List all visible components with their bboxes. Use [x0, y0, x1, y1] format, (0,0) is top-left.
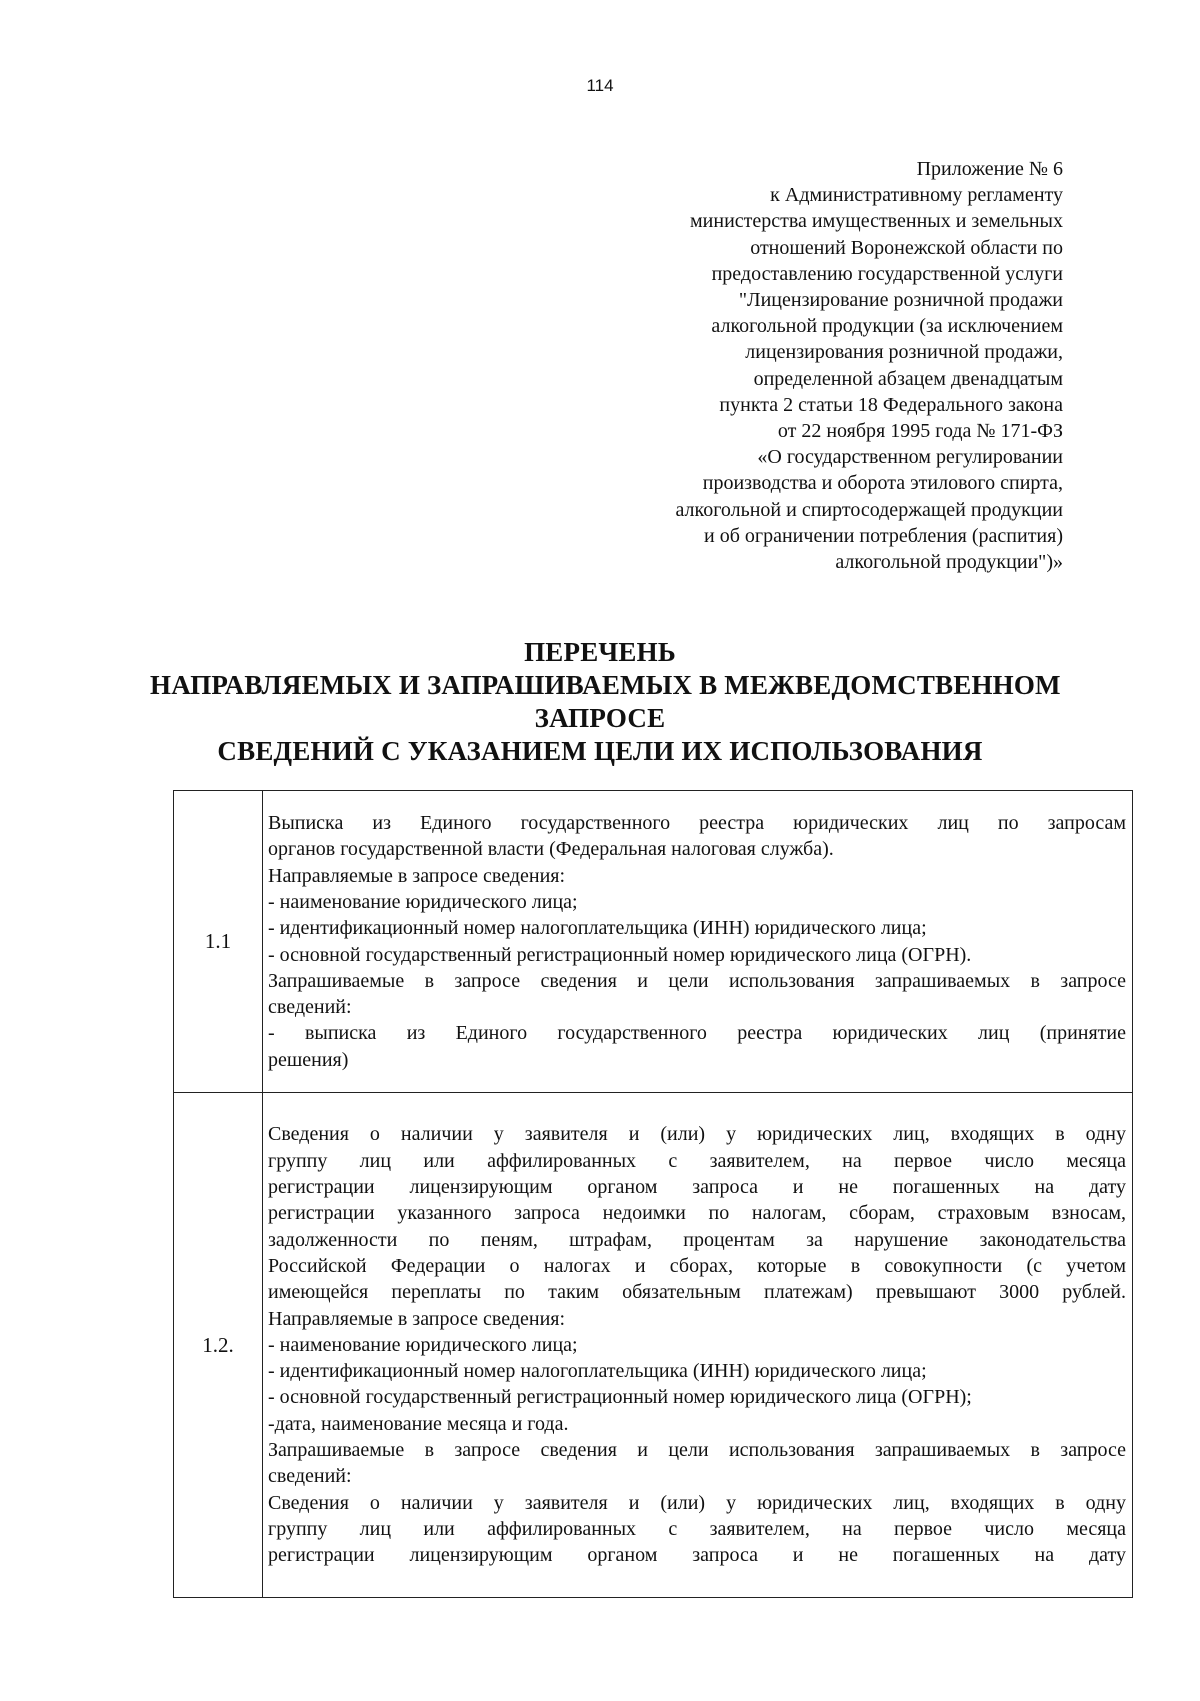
appendix-line: пункта 2 статьи 18 Федерального закона [719, 393, 1063, 416]
row-content [263, 1093, 1133, 1598]
content-line: регистрации указанного запроса недоимки по налогам, сборам, страховым взносам, [268, 1202, 1126, 1225]
table-row [174, 791, 1133, 1093]
content-line: органов государственной власти (Федеральная налоговая служба). [268, 838, 834, 861]
content-line: - основной государственный регистрационный номер юридического лица (ОГРН). [268, 943, 972, 966]
content-line: регистрации лицензирующим органом запроса и не погашенных на дату [268, 1544, 1126, 1567]
appendix-line: отношений Воронежской области по [750, 236, 1063, 259]
content-line: - идентификационный номер налогоплательщика (ИНН) юридического лица; [268, 1360, 927, 1383]
appendix-header [543, 156, 1063, 575]
appendix-line: алкогольной продукции (за исключением [711, 315, 1063, 338]
appendix-line: и об ограничении потребления (распития) [704, 524, 1063, 547]
content-line: - основной государственный регистрационный номер юридического лица (ОГРН); [268, 1386, 972, 1409]
content-line: Направляемые в запросе сведения: [268, 864, 566, 887]
content-line: - наименование юридического лица; [268, 1333, 578, 1356]
content-line: группу лиц или аффилированных с заявителем, на первое число месяца [268, 1149, 1126, 1172]
content-line: Выписка из Единого государственного реестра юридических лиц по запросам [268, 812, 1126, 835]
document-title [150, 636, 1061, 768]
content-line: Направляемые в запросе сведения: [268, 1307, 566, 1330]
table-row [174, 1093, 1133, 1598]
row-number: 1.1 [174, 791, 263, 1093]
content-line: сведений: [268, 1465, 352, 1488]
appendix-line: «О государственном регулировании [757, 446, 1063, 469]
content-line: - выписка из Единого государственного реестра юридических лиц (принятие [268, 1022, 1126, 1045]
content-line: Российской Федерации о налогах и сборах, которые в совокупности (с учетом [268, 1254, 1126, 1277]
content-line: Сведения о наличии у заявителя и (или) у юридических лиц, входящих в одну [268, 1123, 1126, 1146]
appendix-line: определенной абзацем двенадцатым [753, 367, 1063, 390]
content-line: Запрашиваемые в запросе сведения и цели использования запрашиваемых в запросе [268, 1439, 1126, 1462]
appendix-line: министерства имущественных и земельных [690, 210, 1063, 233]
row-number: 1.2. [174, 1093, 263, 1598]
appendix-line: производства и оборота этилового спирта, [702, 472, 1063, 495]
page-number: 114 [586, 76, 614, 95]
title-line: ЗАПРОСЕ [534, 703, 666, 733]
information-table [173, 790, 1133, 1598]
appendix-line: Приложение № 6 [916, 158, 1063, 180]
content-line: - идентификационный номер налогоплательщика (ИНН) юридического лица; [268, 917, 927, 940]
content-line: Запрашиваемые в запросе сведения и цели использования запрашиваемых в запросе [268, 969, 1126, 992]
appendix-line: к Административному регламенту [770, 184, 1063, 207]
content-line: -дата, наименование месяца и года. [268, 1412, 569, 1435]
appendix-line: алкогольной продукции")» [835, 551, 1063, 574]
row-content [263, 791, 1133, 1093]
content-line: группу лиц или аффилированных с заявителем, на первое число месяца [268, 1517, 1126, 1540]
appendix-line: лицензирования розничной продажи, [745, 341, 1063, 364]
content-line: решения) [268, 1048, 349, 1071]
appendix-line: предоставлению государственной услуги [711, 262, 1063, 285]
content-line: - наименование юридического лица; [268, 890, 578, 913]
content-line: Сведения о наличии у заявителя и (или) у юридических лиц, входящих в одну [268, 1491, 1126, 1514]
title-line: СВЕДЕНИЙ С УКАЗАНИЕМ ЦЕЛИ ИХ ИСПОЛЬЗОВАНИЯ [217, 736, 983, 766]
title-line: ПЕРЕЧЕНЬ [524, 637, 676, 667]
appendix-line: от 22 ноября 1995 года № 171-ФЗ [777, 420, 1063, 443]
content-line: задолженности по пеням, штрафам, процентам за нарушение законодательства [268, 1228, 1126, 1251]
appendix-line: алкогольной и спиртосодержащей продукции [675, 498, 1063, 521]
content-line: имеющейся переплаты по таким обязательным платежам) превышают 3000 рублей. [268, 1281, 1126, 1304]
content-line: регистрации лицензирующим органом запроса и не погашенных на дату [268, 1176, 1126, 1199]
title-line: НАПРАВЛЯЕМЫХ И ЗАПРАШИВАЕМЫХ В МЕЖВЕДОМСТВЕННОМ [150, 670, 1061, 700]
content-line: сведений: [268, 996, 352, 1019]
appendix-line: "Лицензирование розничной продажи [738, 289, 1063, 312]
